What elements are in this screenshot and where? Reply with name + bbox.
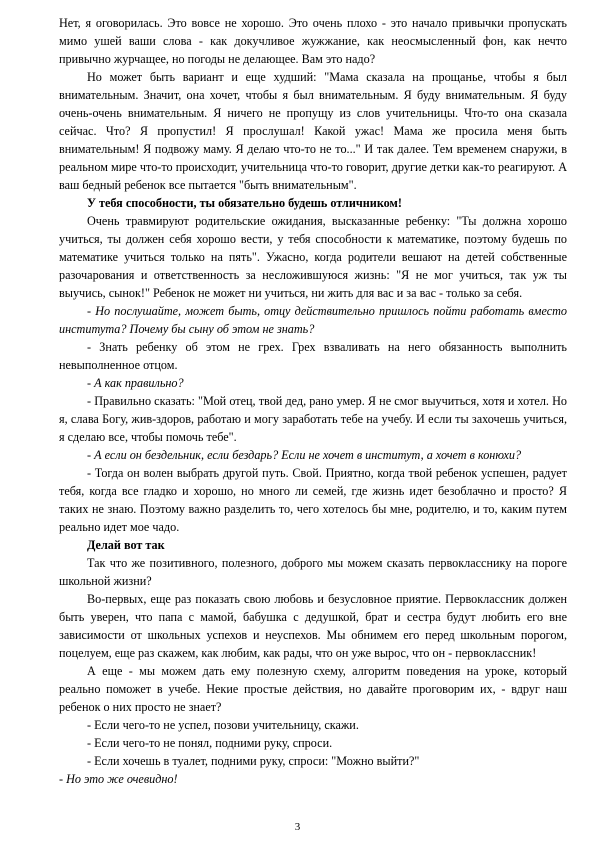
section-heading: У тебя способности, ты обязательно будешь отличником! — [87, 196, 402, 210]
paragraph: Очень травмируют родительские ожидания, высказанные ребенку: "Ты должна хорошо учиться, ты должен себя хорошо вести, у тебя способности к математике, поэтому будешь по математике учиться только на пять". Ужасно, когда родители вешают на детей собственные разочарования и ответственность за несложившуюся жизнь: "Я не мог учиться, так уж ты выучись, сынок!" Ребенок не может ни учиться, ни жить для вас и за вас - только за себя. — [59, 214, 567, 300]
paragraph: А еще - мы можем дать ему полезную схему, алгоритм поведения на уроке, который реально поможет в учебе. Некие простые действия, но давайте проговорим их, - вдруг наш ребенок о них просто не знает? — [59, 664, 567, 714]
question-paragraph: - Но послушайте, может быть, отцу действительно пришлось пойти работать вместо института? Почему бы сыну об этом не знать? — [59, 304, 567, 336]
paragraph: - Тогда он волен выбрать другой путь. Свой. Приятно, когда твой ребенок успешен, радует тебя, когда все гладко и хорошо, но много ли семей, где жизнь идет безоблачно и просто? Я таких не знаю. Поэтому важно разделить то, чего хотелось бы мне, родителю, и то, каким путем реально идет мое чадо. — [59, 466, 567, 534]
list-item: - Если хочешь в туалет, подними руку, спроси: "Можно выйти?" — [87, 754, 420, 768]
text-body — [59, 14, 567, 788]
question-paragraph: - А как правильно? — [87, 376, 184, 390]
paragraph: Во-первых, еще раз показать свою любовь и безусловное приятие. Первоклассник должен быть уверен, что папа с мамой, бабушка с дедушкой, брат и сестра будут любить его вне зависимости от школьных успехов и неуспехов. Мы обнимем его перед школьным порогом, поцелуем, еще раз скажем, как любим, как рады, что он уже вырос, что он - первоклассник! — [59, 592, 567, 660]
paragraph: Нет, я оговорилась. Это вовсе не хорошо. Это очень плохо - это начало привычки пропускать мимо ушей ваши слова - как докучливое жужжание, как неосмысленный фон, как нечто привычно журчащее, но погоды не делающее. Вам это надо? — [59, 16, 567, 66]
section-heading: Делай вот так — [87, 538, 165, 552]
paragraph: - Знать ребенку об этом не грех. Грех взваливать на него обязанность выполнить невыполненное отцом. — [59, 340, 567, 372]
page-number: 3 — [294, 821, 301, 833]
question-paragraph: - Но это же очевидно! — [59, 772, 178, 786]
list-item: - Если чего-то не понял, подними руку, спроси. — [87, 736, 333, 750]
paragraph: - Правильно сказать: "Мой отец, твой дед, рано умер. Я не смог выучиться, хотя и хотел. Но я, слава Богу, жив-здоров, работаю и могу заработать тебе на учебу. И если ты захочешь учиться, я сделаю все, чтобы помочь тебе". — [59, 394, 567, 444]
paragraph: Так что же позитивного, полезного, доброго мы можем сказать первокласснику на пороге школьной жизни? — [59, 556, 567, 588]
paragraph: Но может быть вариант и еще худший: "Мама сказала на прощанье, чтобы я был внимательным. Значит, она хочет, чтобы я был внимательным. Я буду внимательным. Я буду очень-очень внимательным. Я ничего не пропущу из слов учительницы. Что-то она сказала сейчас. Что? Я пропустил! Я прослушал! Какой ужас! Мама же просила меня быть внимательным! Я подвожу маму. Я делаю что-то не то..." И так далее. Тем временем снаружи, в реальном мире что-то происходит, учительница что-то говорит, другие детки как-то реагируют. А ваш бедный ребенок все пытается "быть внимательным". — [59, 70, 567, 192]
list-item: - Если чего-то не успел, позови учительницу, скажи. — [87, 718, 359, 732]
question-paragraph: - А если он бездельник, если бездарь? Если не хочет в институт, а хочет в конюхи? — [87, 448, 522, 462]
